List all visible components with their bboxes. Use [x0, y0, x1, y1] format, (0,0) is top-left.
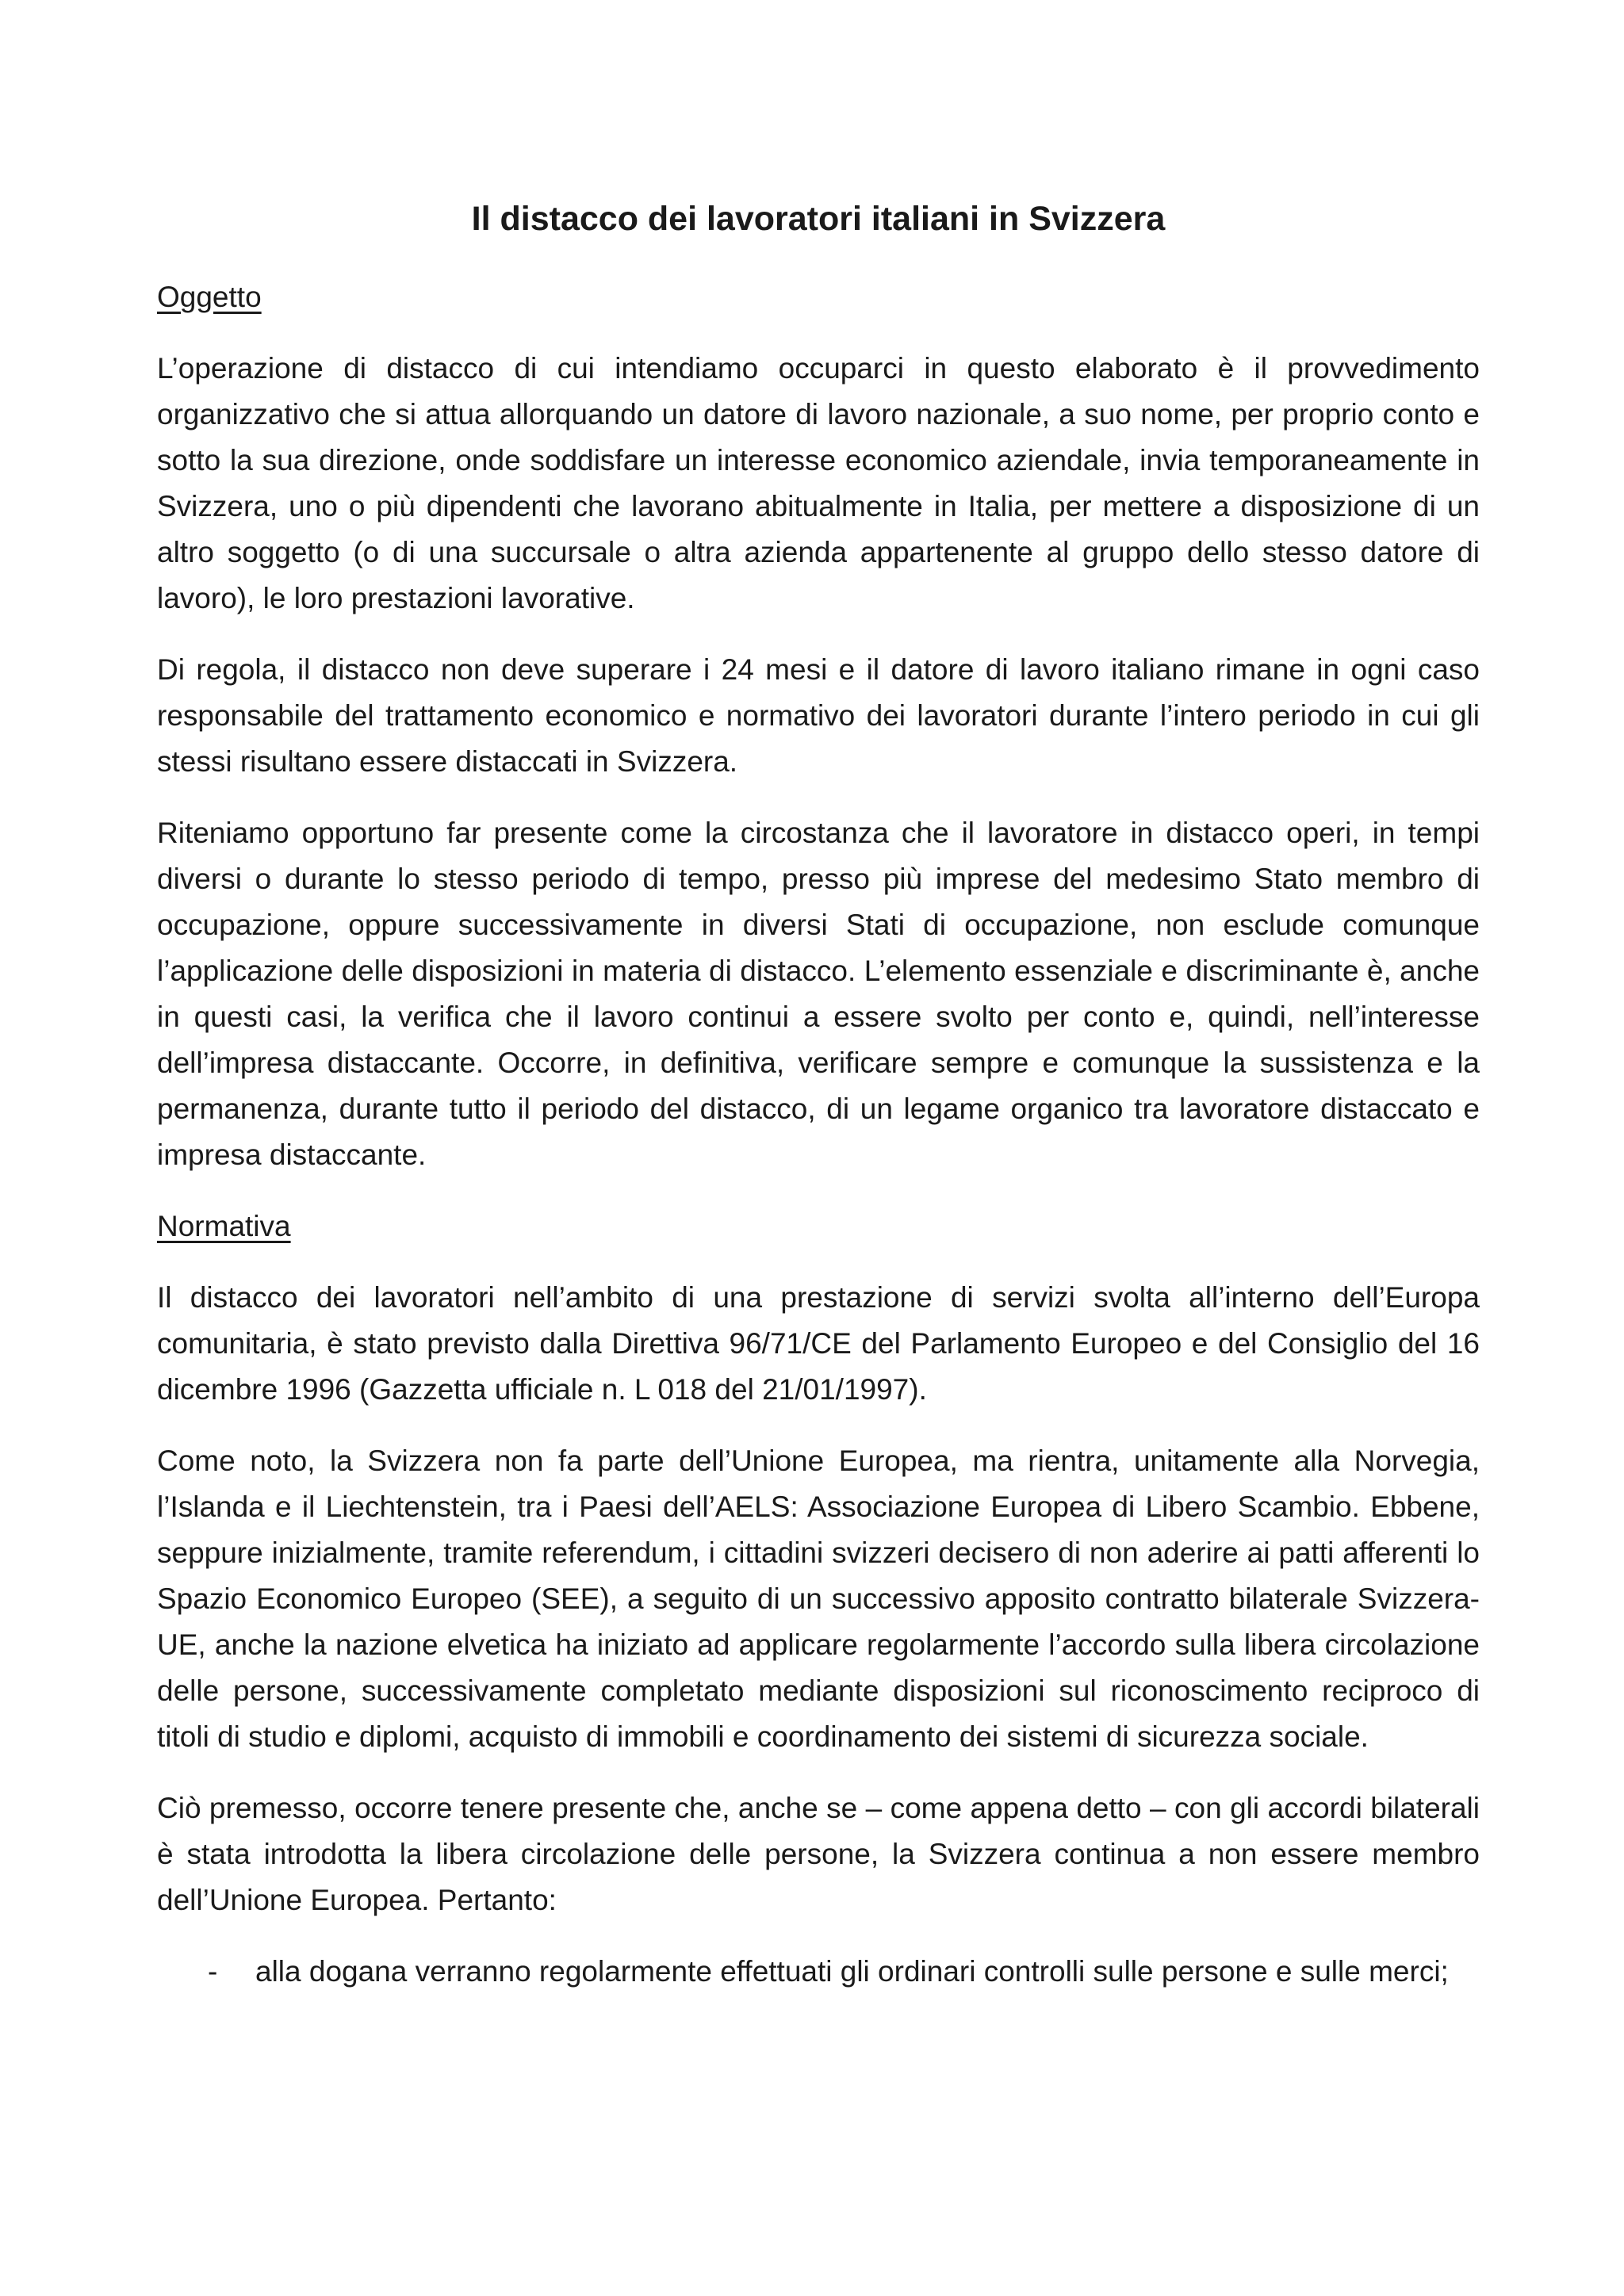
bullet-marker: -: [208, 1955, 218, 1988]
section-heading-oggetto: Oggetto: [157, 281, 262, 313]
bullet-text: alla dogana verranno regolarmente effettuati gli ordinari controlli sulle persone e sulle merci;: [255, 1955, 1449, 1988]
section-oggetto: [157, 274, 1480, 1178]
paragraph: Il distacco dei lavoratori nell’ambito di una prestazione di servizi svolta all’interno dell’Europa comunitaria, è stato previsto dalla Direttiva 96/71/CE del Parlamento Europeo e del Consiglio del 16 dicembre 1996 (Gazzetta ufficiale n. L 018 del 21/01/1997).: [157, 1281, 1480, 1406]
section-heading-normativa: Normativa: [157, 1210, 291, 1242]
section-normativa: [157, 1203, 1480, 1995]
paragraph: Di regola, il distacco non deve superare i 24 mesi e il datore di lavoro italiano rimane in ogni caso responsabile del trattamento economico e normativo dei lavoratori durante l’intero periodo in cui gli stessi risultano essere distaccati in Svizzera.: [157, 653, 1480, 778]
paragraph: L’operazione di distacco di cui intendiamo occuparci in questo elaborato è il provvedimento organizzativo che si attua allorquando un datore di lavoro nazionale, a suo nome, per proprio conto e sotto la sua direzione, onde soddisfare un interesse economico aziendale, invia temporaneamente in Svizzera, uno o più dipendenti che lavorano abitualmente in Italia, per mettere a disposizione di un altro soggetto (o di una succursale o altra azienda appartenente al gruppo dello stesso datore di lavoro), le loro prestazioni lavorative.: [157, 352, 1480, 614]
bullet-list: [157, 1949, 1480, 1995]
document-title: Il distacco dei lavoratori italiani in Svizzera: [471, 200, 1166, 238]
bullet-item: [157, 1949, 1480, 1995]
paragraph: Ciò premesso, occorre tenere presente che, anche se – come appena detto – con gli accordi bilaterali è stata introdotta la libera circolazione delle persone, la Svizzera continua a non essere membro dell’Unione Europea. Pertanto:: [157, 1792, 1480, 1916]
paragraph: Riteniamo opportuno far presente come la circostanza che il lavoratore in distacco operi, in tempi diversi o durante lo stesso periodo di tempo, presso più imprese del medesimo Stato membro di occupazione, oppure successivamente in diversi Stati di occupazione, non esclude comunque l’applicazione delle disposizioni in materia di distacco. L’elemento essenziale e discriminante è, anche in questi casi, la verifica che il lavoro continui a essere svolto per conto e, quindi, nell’interesse dell’impresa distaccante. Occorre, in definitiva, verificare sempre e comunque la sussistenza e la permanenza, durante tutto il periodo del distacco, di un legame organico tra lavoratore distaccato e impresa distaccante.: [157, 817, 1480, 1171]
paragraph: Come noto, la Svizzera non fa parte dell’Unione Europea, ma rientra, unitamente alla Norvegia, l’Islanda e il Liechtenstein, tra i Paesi dell’AELS: Associazione Europea di Libero Scambio. Ebbene, seppure inizialmente, tramite referendum, i cittadini svizzeri decisero di non aderire ai patti afferenti lo Spazio Economico Europeo (SEE), a seguito di un successivo apposito contratto bilaterale Svizzera-UE, anche la nazione elvetica ha iniziato ad applicare regolarmente l’accordo sulla libera circolazione delle persone, successivamente completato mediante disposizioni sul riconoscimento reciproco di titoli di studio e diplomi, acquisto di immobili e coordinamento dei sistemi di sicurezza sociale.: [157, 1445, 1480, 1753]
